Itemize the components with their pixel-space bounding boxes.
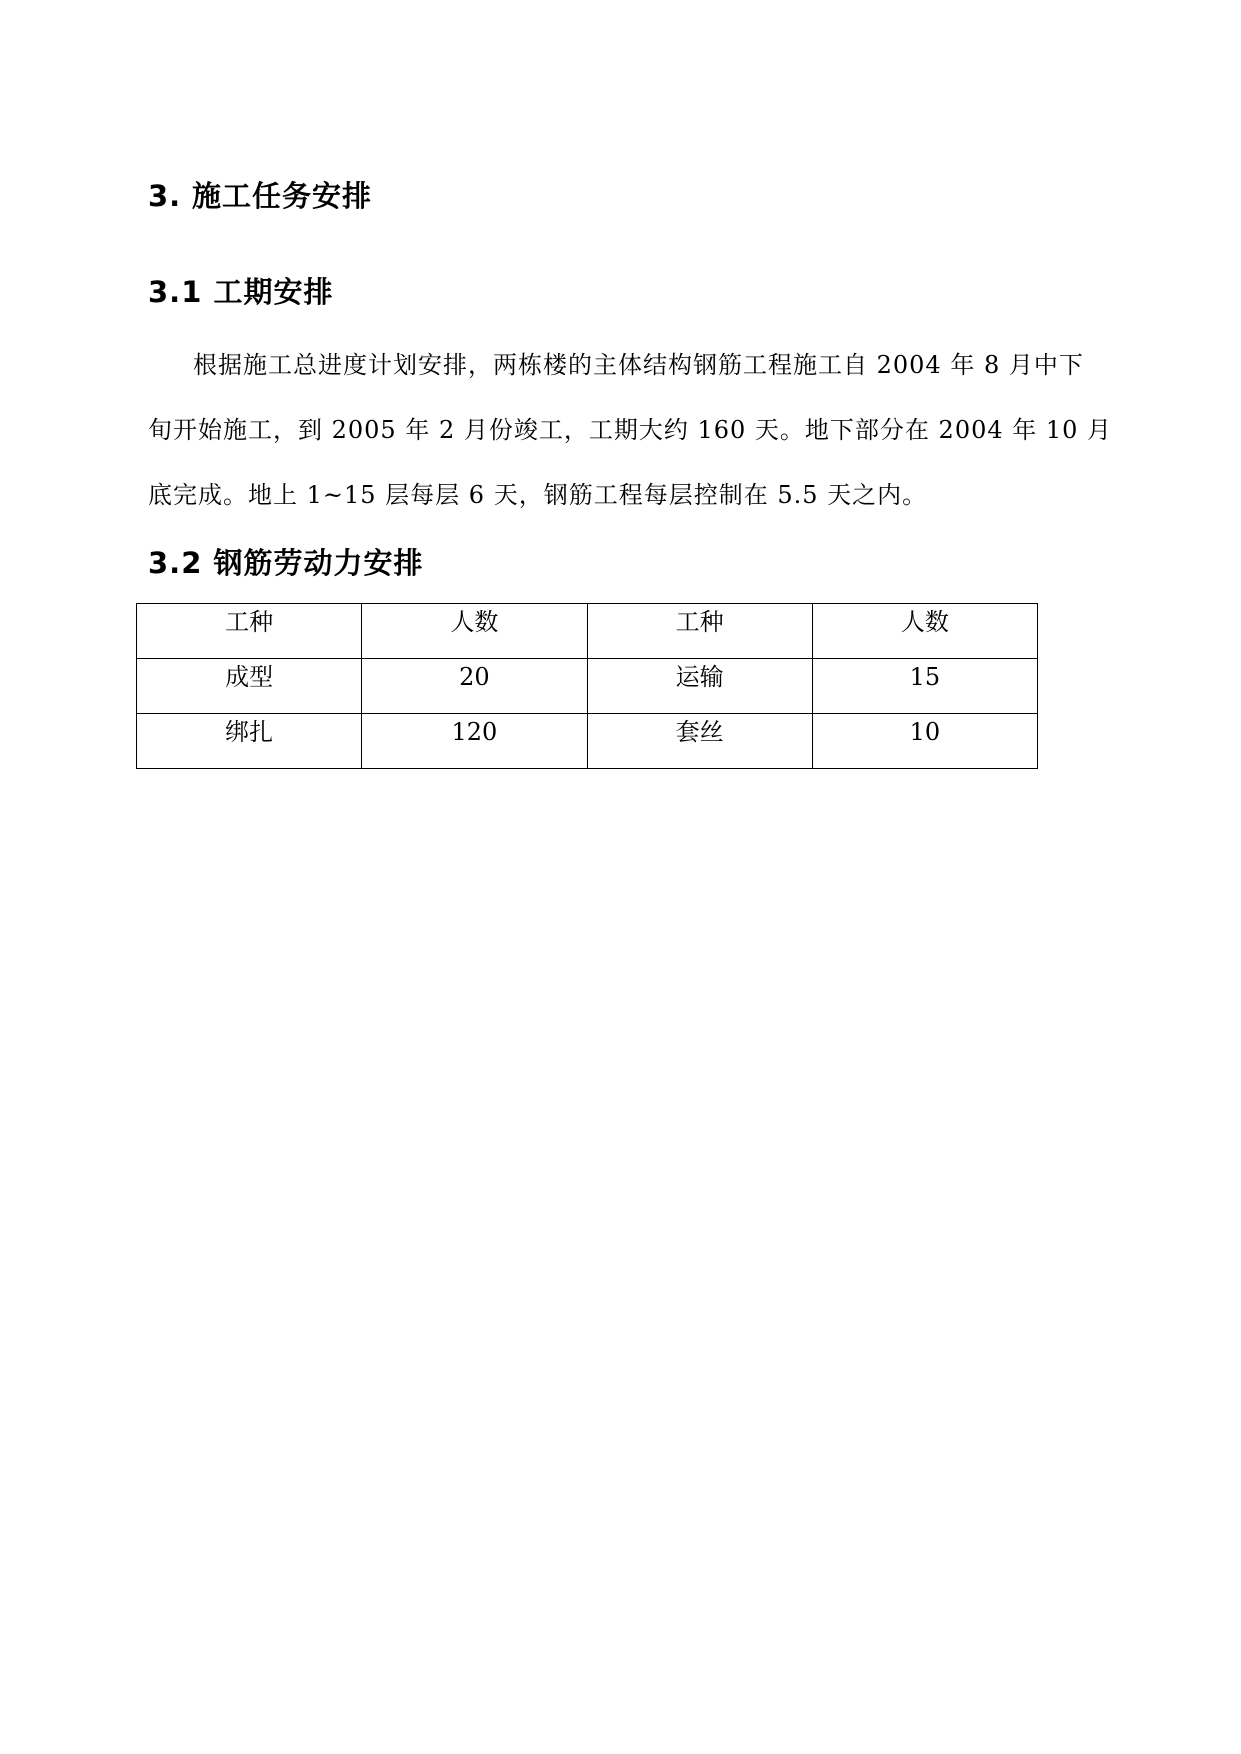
paragraph-line-2: 旬开始施工，到 2005 年 2 月份竣工，工期大约 160 天。地下部分在 2004 年 10 月 bbox=[148, 416, 1113, 444]
table-header-cell: 人数 bbox=[812, 604, 1037, 659]
section-title: 施工任务安排 bbox=[192, 179, 373, 213]
subsection-heading-labor: 3.2 钢筋劳动力安排 bbox=[148, 546, 424, 580]
subsection-heading-schedule: 3.1 工期安排 bbox=[148, 275, 334, 309]
table-header-cell: 工种 bbox=[137, 604, 362, 659]
table-header-row bbox=[137, 604, 1038, 659]
table-cell: 20 bbox=[362, 659, 587, 714]
table-cell: 15 bbox=[812, 659, 1037, 714]
table-header-cell: 人数 bbox=[362, 604, 587, 659]
table-cell: 套丝 bbox=[587, 714, 812, 769]
table-cell: 120 bbox=[362, 714, 587, 769]
table-row bbox=[137, 714, 1038, 769]
section-number: 3. bbox=[148, 179, 182, 213]
table-cell: 10 bbox=[812, 714, 1037, 769]
paragraph-line-1: 根据施工总进度计划安排，两栋楼的主体结构钢筋工程施工自 2004 年 8 月中下 bbox=[193, 351, 1084, 379]
table-cell: 运输 bbox=[587, 659, 812, 714]
section-heading bbox=[148, 178, 372, 214]
paragraph-line-3: 底完成。地上 1~15 层每层 6 天，钢筋工程每层控制在 5.5 天之内。 bbox=[148, 481, 928, 509]
table-header-cell: 工种 bbox=[587, 604, 812, 659]
table-cell: 成型 bbox=[137, 659, 362, 714]
labor-table bbox=[136, 603, 1038, 769]
table-row bbox=[137, 659, 1038, 714]
table-cell: 绑扎 bbox=[137, 714, 362, 769]
